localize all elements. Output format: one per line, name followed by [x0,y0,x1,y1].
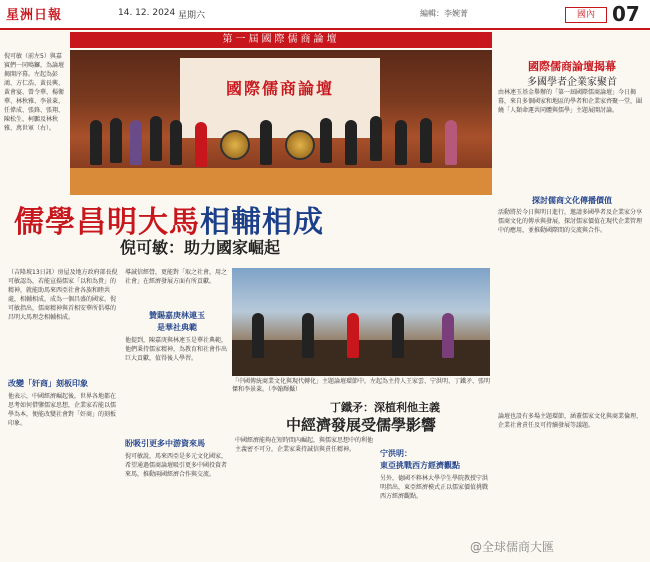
person-figure [392,313,404,358]
person-figure [150,116,162,161]
feature-sub-kicker: 宁洪明： [380,449,412,458]
feature-body: 中國經濟能夠在短時間內崛起，與儒家思想中的利他主義密不可分，企業家秉持誠信與責任精神。 [235,437,374,453]
person-figure [90,120,102,165]
source-watermark: @全球儒商大匯 [470,540,555,554]
left-subheading: 改變「奸商」刻板印象 [8,379,88,388]
backdrop-title: 國際儒商論壇 [225,79,334,98]
feature-subheading: 東亞挑戰西方經濟觀點 [380,461,460,470]
event-banner: 第一屆國際儒商論壇 [70,32,492,48]
newspaper-logo: 星洲日報 [6,8,63,23]
person-figure [445,120,457,165]
mid-column-body-2: 他提到，陳嘉庚與林連玉是華社典範，他們秉持儒家精神，為教育和社會作出巨大貢獻，值得後人學習。 [125,337,228,362]
mid-column-body: 導誠信經營，更能對「取之社會，用之社會」在經濟發展方面有所貢獻。 [125,269,228,285]
mid-subheading-2: 是華社典範 [157,323,197,332]
person-figure [170,120,182,165]
forum-photo-caption: 「中國傳統商業文化與現代轉化」主題論壇環節中，左起為主持人王家雲、宁洪明、丁鐵矛、張明傑和李景萊。（李翰輝攝） [232,378,491,393]
person-figure [345,120,357,165]
person-figure [320,118,332,163]
masthead-bar [0,0,650,30]
gong-icon [220,130,250,160]
main-event-photo [70,50,492,195]
person-figure [252,313,264,358]
gong-icon [285,130,315,160]
person-figure [442,313,454,358]
right-column-body: 活動將於今日與明日進行，邀請多國學者及企業家分享儒商文化的傳承與發展，探討儒家價值在現代企業管理中的應用，並推動國際間的交流與合作。 [498,209,643,234]
right-subheading: 探討儒商文化傳播價值 [532,196,612,205]
stage-floor [70,168,492,195]
person-figure [395,120,407,165]
person-figure [130,120,142,165]
person-figure [347,313,359,358]
left-column-body: （吉隆坡13日訊）房屋及地方政府部長倪可敏認為，若能宣揚儒家「以和為貴」的精神，就能助馬來西亞社會各族和睦共處，相輔相成，成為一個昌盛的國家。倪可敏指出，儒商精神與首相安華所倡導的昌明大馬理念相輔相成。 [8,269,118,321]
person-figure [110,118,122,163]
main-subheadline: 倪可敏：助力國家崛起 [120,238,281,257]
headline-part2: 相輔相成 [200,205,324,240]
person-figure [370,116,382,161]
person-figure [420,118,432,163]
issue-date: 14. 12. 2024 [118,8,176,18]
section-label: 國內 [565,7,607,23]
person-figure [302,313,314,358]
feature-kicker: 丁鐵矛：深植利他主義 [330,401,440,414]
photo-caption: 倪可敏（前左5）與嘉賓們一同鳴鑼，為論壇揭開序幕。左起為彭鴻、方仁浩、黃長興、黃會宴、曾令華、楊衛華、林秋雅、李景萊、任偉成、張鋒、張翔、陳松生、柯鵬及林秋雅、萬世軍（右）。 [4,53,65,132]
left-column-body-2: 他表示，中國經濟崛起後，世界各地都在思考如何借鑒儒家思想，企業家若能以儒學為本，便能改變社會對「奸商」的刻板印象。 [8,393,117,427]
right-article-subtitle: 多國學者企業家聚首 [527,77,617,88]
issue-weekday: 星期六 [178,11,206,21]
feature-headline: 中經濟發展受儒學影響 [286,416,437,434]
mid-column-body-3: 倪可敏說，馬來西亞是多元文化國家，希望通過儒商論壇吸引更多中國投資者來馬，推動兩國經濟合作與交流。 [125,453,228,478]
right-column-body-2: 論壇也設有多場主題環節，涵蓋儒家文化與商業倫理、企業社會責任及可持續發展等議題。 [498,413,643,429]
right-article-title: 國際儒商論壇揭幕 [528,60,616,73]
mid-subheading-3: 盼吸引更多中游資來馬 [125,439,205,448]
editor-credit: 編輯：李婉菁 [420,9,468,18]
headline-part1: 儒學昌明大馬 [14,205,200,240]
person-figure [260,120,272,165]
mid-subheading-1: 贊賜嘉庚林連玉 [149,311,205,320]
page-number: 07 [612,2,640,26]
forum-panel-photo [232,268,490,376]
person-figure [195,122,207,167]
feature-body-2: 另外，德國不粹林大學孕生學院教授宁洪明指出，東亞經濟模式正以儒家價值挑戰西方經濟觀點。 [380,475,489,500]
right-article-body: 由林連玉基金舉辦的「第一屆國際儒商論壇」今日揭幕，來自多個國家和地區的學者和企業家齊聚一堂，圍繞「人類命運共同體與儒學」主題展開討論。 [498,89,643,114]
